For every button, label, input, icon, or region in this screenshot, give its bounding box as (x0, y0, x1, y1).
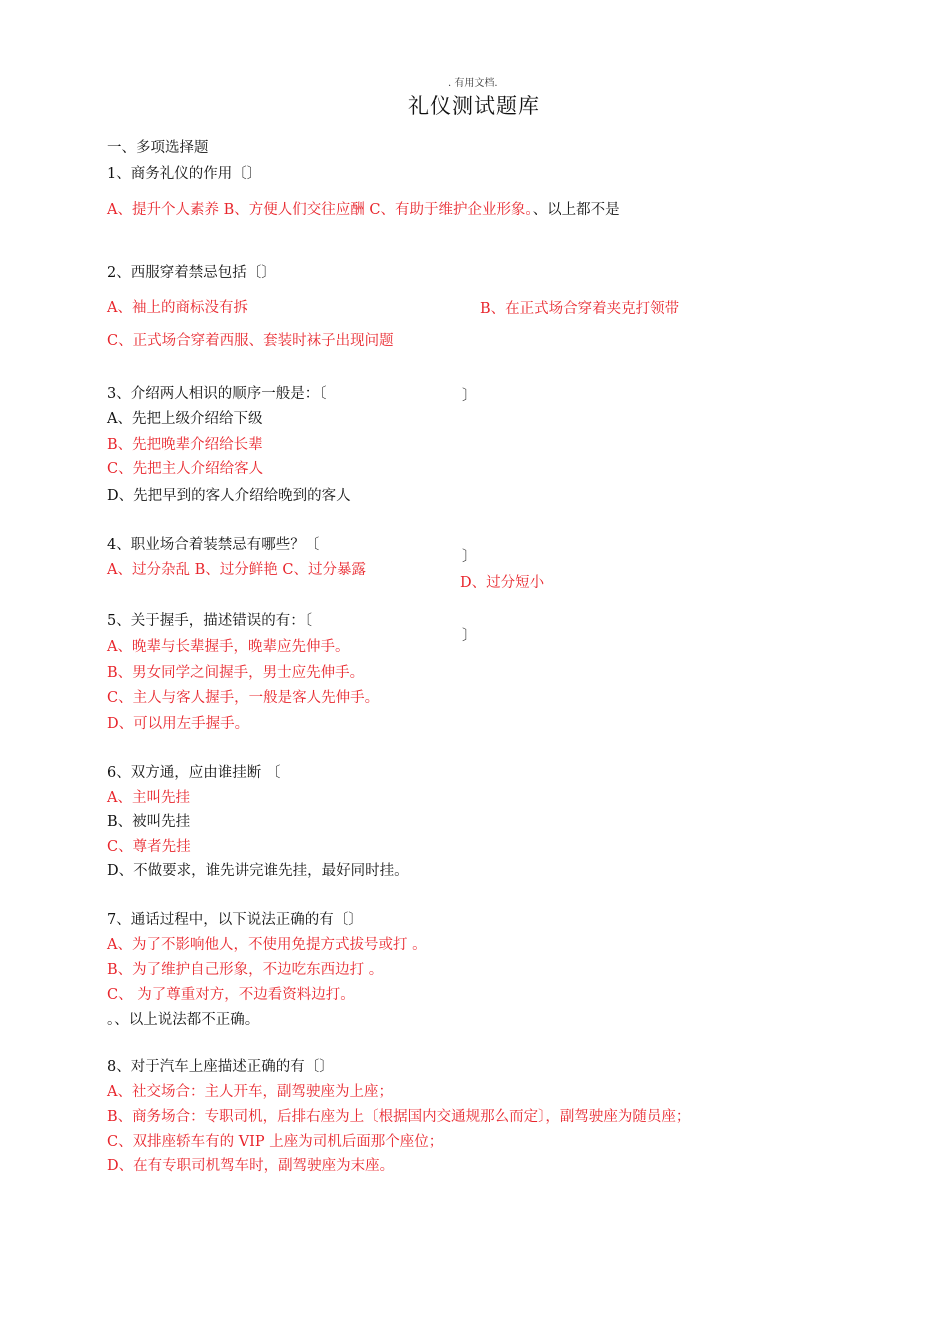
question-2: 2、西服穿着禁忌包括〔〕 (107, 265, 276, 281)
question-5-close: 〕 (462, 628, 477, 644)
question-5-option-a: A、晚辈与长辈握手，晚辈应先伸手。 (107, 639, 350, 655)
question-4-close: 〕 (462, 549, 477, 565)
question-6: 6、双方通，应由谁挂断 〔 (107, 765, 281, 781)
question-3-option-d: D、先把早到的客人介绍给晚到的客人 (107, 488, 351, 504)
question-2-option-c: C、正式场合穿着西服、套装时袜子出现问题 (107, 333, 394, 349)
question-1-answers: A、提升个人素养 B、方便人们交往应酬 C、有助于维护企业形象。 (107, 202, 533, 218)
question-6-option-c: C、尊者先挂 (107, 839, 191, 855)
question-4: 4、职业场合着装禁忌有哪些？〔 (107, 537, 320, 553)
question-7-option-c: C、 为了尊重对方，不边看资料边打。 (107, 987, 355, 1003)
question-3: 3、介绍两人相识的顺序一般是：〔 (107, 386, 327, 402)
question-3-option-a: A、先把上级介绍给下级 (107, 411, 263, 427)
question-3-option-c: C、先把主人介绍给客人 (107, 461, 264, 477)
question-1-option-d: 、以上都不是 (532, 202, 620, 218)
question-8-option-d: D、在有专职司机驾车时，副驾驶座为末座。 (107, 1158, 395, 1174)
question-7-option-b: B、为了维护自己形象，不边吃东西边打 。 (107, 962, 384, 978)
question-2-option-b: B、在正式场合穿着夹克打领带 (480, 301, 680, 317)
question-6-option-b: B、被叫先挂 (107, 814, 191, 830)
question-7-option-d: 。、以上说法都不正确。 (107, 1012, 260, 1028)
question-5-option-b: B、男女同学之间握手，男士应先伸手。 (107, 665, 365, 681)
question-5: 5、关于握手，描述错误的有：〔 (107, 613, 312, 629)
question-1-options (107, 201, 620, 219)
page-title: 礼仪测试题库 (408, 94, 540, 118)
header-note: . 有用文档. (448, 78, 498, 89)
section-heading: 一、多项选择题 (107, 140, 209, 156)
question-8-option-c: C、双排座轿车有的 VIP 上座为司机后面那个座位； (107, 1134, 444, 1150)
question-1: 1、商务礼仪的作用〔〕 (107, 166, 262, 182)
question-8: 8、对于汽车上座描述正确的有〔〕 (107, 1059, 334, 1075)
question-8-option-b: B、商务场合：专职司机，后排右座为上〔根据国内交通规那么而定〕，副驾驶座为随员座； (107, 1109, 691, 1125)
question-5-option-d: D、可以用左手握手。 (107, 716, 250, 732)
question-6-option-a: A、主叫先挂 (107, 790, 190, 806)
question-4-option-d: D、过分短小 (460, 575, 545, 591)
question-6-option-d: D、不做要求，谁先讲完谁先挂，最好同时挂。 (107, 863, 409, 879)
question-7-option-a: A、为了不影响他人，不使用免提方式拔号或打 。 (107, 937, 427, 953)
question-5-option-c: C、主人与客人握手，一般是客人先伸手。 (107, 690, 380, 706)
question-3-close: 〕 (462, 388, 477, 404)
question-8-option-a: A、社交场合：主人开车，副驾驶座为上座； (107, 1084, 393, 1100)
question-3-option-b: B、先把晚辈介绍给长辈 (107, 437, 263, 453)
question-4-options-abc: A、过分杂乱 B、过分鲜艳 C、过分暴露 (107, 562, 366, 578)
question-7: 7、通话过程中，以下说法正确的有〔〕 (107, 912, 363, 928)
question-2-option-a: A、袖上的商标没有拆 (107, 300, 248, 316)
